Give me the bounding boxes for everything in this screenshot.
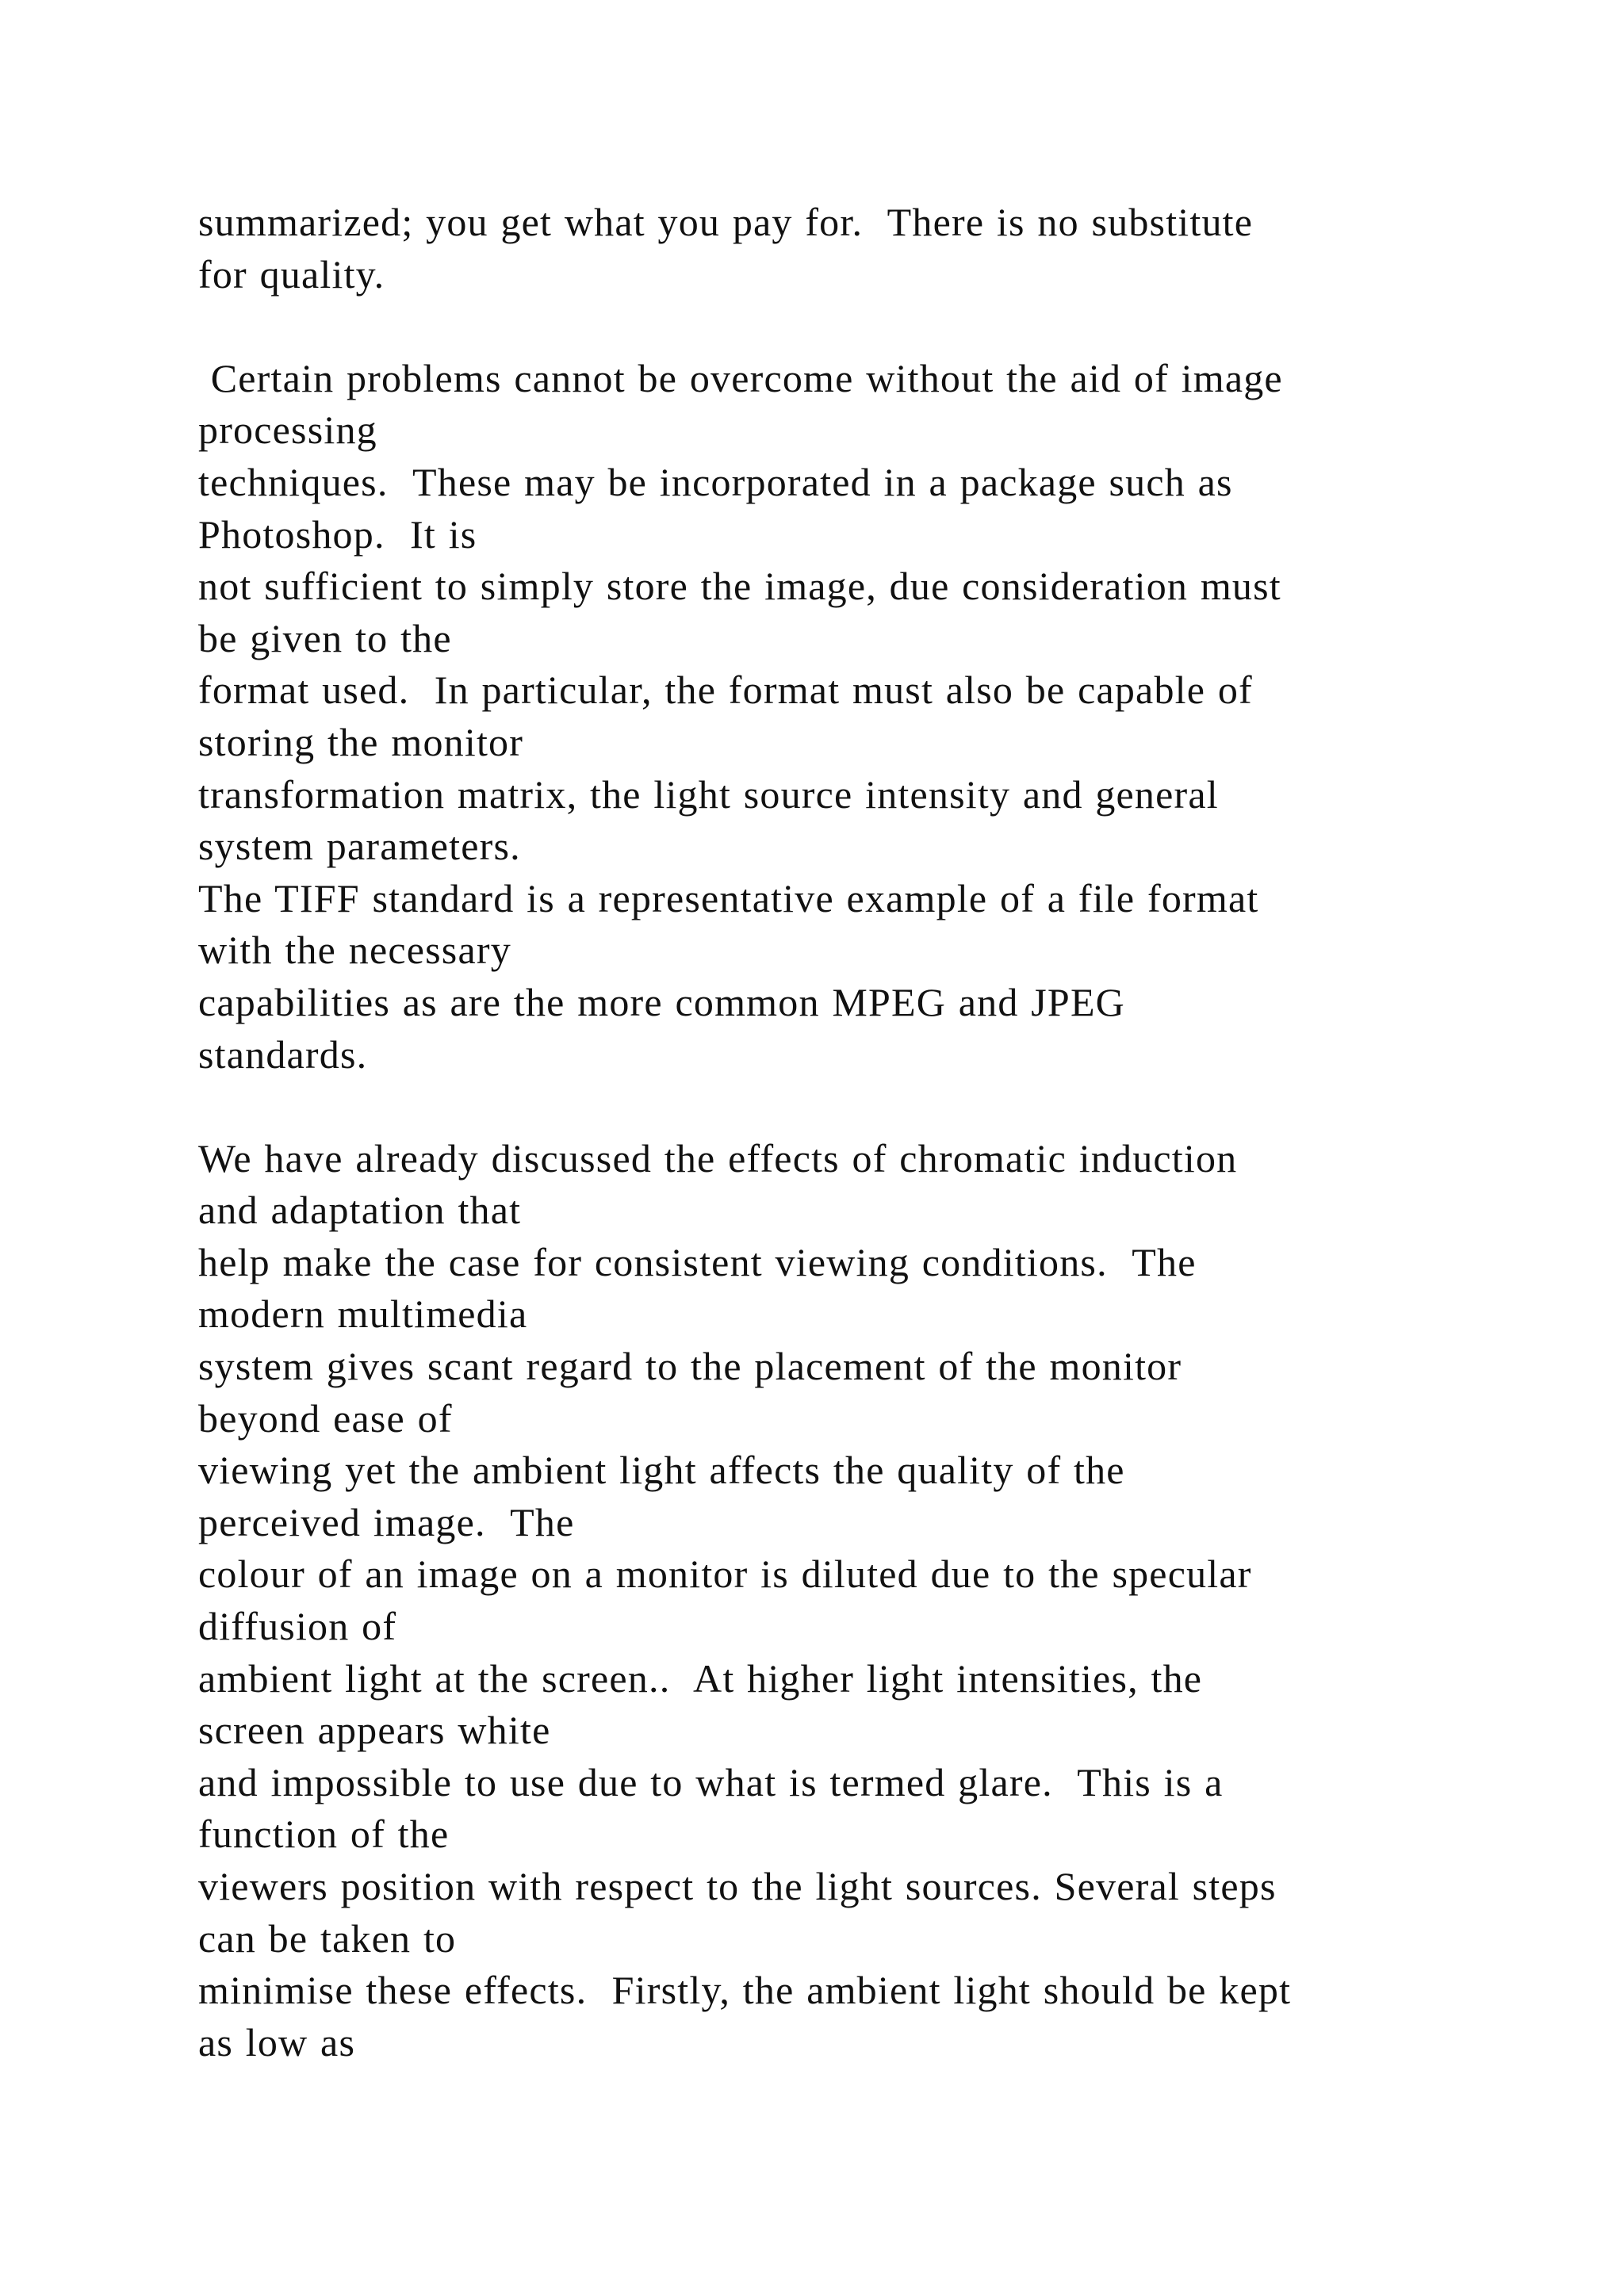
text-line: be given to the [198, 615, 452, 660]
text-line: and impossible to use due to what is termed glare. This is a [198, 1759, 1224, 1804]
text-line: standards. [198, 1031, 368, 1077]
text-line: Certain problems cannot be overcome without the aid of image [198, 355, 1283, 400]
text-line: capabilities as are the more common MPEG and JPEG [198, 979, 1125, 1024]
paragraph-gap [198, 1081, 1483, 1133]
document-body [198, 197, 1483, 2068]
text-line: We have already discussed the effects of chromatic induction [198, 1135, 1238, 1181]
text-line: as low as [198, 2019, 356, 2064]
text-line: The TIFF standard is a representative example of a file format [198, 875, 1259, 920]
text-line: perceived image. The [198, 1499, 575, 1544]
text-line: colour of an image on a monitor is diluted due to the specular [198, 1552, 1252, 1597]
text-line: transformation matrix, the light source intensity and general [198, 771, 1219, 817]
paragraph [198, 353, 1483, 1081]
paragraph [198, 197, 1483, 300]
text-line: format used. In particular, the format must also be capable of [198, 668, 1253, 713]
text-line: viewers position with respect to the light sources. Several steps [198, 1864, 1277, 1908]
text-line: processing [198, 408, 377, 453]
text-line: function of the [198, 1812, 450, 1857]
text-line: help make the case for consistent viewing conditions. The [198, 1239, 1197, 1284]
text-line: minimise these effects. Firstly, the ambient light should be kept [198, 1968, 1292, 2013]
text-line: summarized; you get what you pay for. There is no substitute [198, 200, 1254, 244]
text-line: beyond ease of [198, 1395, 453, 1441]
text-line: storing the monitor [198, 719, 524, 764]
text-line: with the necessary [198, 928, 511, 973]
text-line: screen appears white [198, 1708, 551, 1753]
text-line: diffusion of [198, 1604, 397, 1649]
text-line: techniques. These may be incorporated in a package such as [198, 459, 1233, 504]
text-line: system gives scant regard to the placement of the monitor [198, 1344, 1182, 1389]
text-line: ambient light at the screen.. At higher light intensities, the [198, 1655, 1203, 1701]
text-line: modern multimedia [198, 1292, 528, 1337]
text-line: can be taken to [198, 1915, 457, 1961]
text-line: for quality. [198, 251, 385, 297]
paragraph [198, 1133, 1483, 2069]
text-line: and adaptation that [198, 1188, 522, 1233]
text-line: Photoshop. It is [198, 511, 477, 557]
text-line: system parameters. [198, 824, 521, 869]
text-line: viewing yet the ambient light affects the quality of the [198, 1448, 1125, 1493]
paragraph-gap [198, 300, 1483, 353]
text-line: not sufficient to simply store the image, due consideration must [198, 564, 1281, 609]
